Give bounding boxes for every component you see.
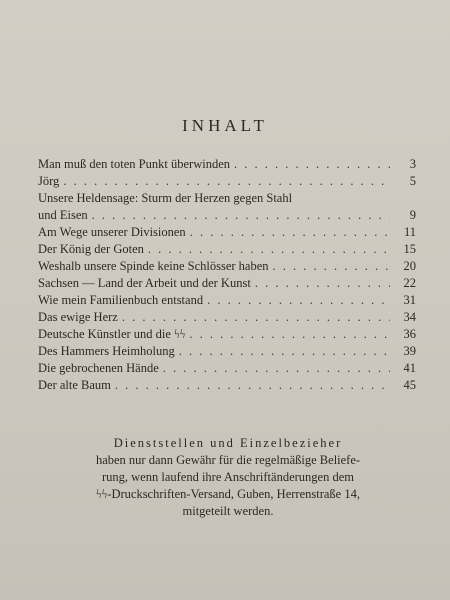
toc-entry-page: 9: [409, 208, 416, 222]
toc-entry-title: Man muß den toten Punkt überwinden: [38, 157, 230, 171]
toc-heading: INHALT: [182, 116, 268, 135]
toc-entry-title: Des Hammers Heimholung: [38, 344, 175, 358]
toc-entry: [38, 326, 416, 343]
toc-entry-title-cont: und Eisen: [38, 208, 88, 222]
toc-entry-title: Der König der Goten: [38, 242, 144, 256]
toc-entry-continuation: [38, 207, 416, 224]
leader-dots: [122, 309, 390, 326]
toc-entry: [38, 190, 416, 207]
leader-dots: [179, 343, 390, 360]
toc-entry-title: Der alte Baum: [38, 378, 111, 392]
toc-entry-title: Das ewige Herz: [38, 310, 118, 324]
toc-entry-page: 3: [409, 157, 416, 171]
toc-entry: [38, 309, 416, 326]
notice-line: mitgeteilt werden.: [182, 504, 274, 518]
leader-dots: [255, 275, 390, 292]
toc-entry-title: Jörg: [38, 174, 60, 188]
leader-dots: [148, 241, 390, 258]
delivery-notice: [36, 435, 420, 520]
toc-entry-page: 39: [403, 344, 416, 358]
table-of-contents: [38, 156, 416, 394]
notice-line: ϟϟ-Druckschriften-Versand, Guben, Herrenstraße 14,: [96, 487, 360, 501]
toc-entry-page: 5: [409, 174, 416, 188]
toc-entry: [38, 258, 416, 275]
toc-entry-page: 11: [403, 225, 416, 239]
toc-entry-title: Weshalb unsere Spinde keine Schlösser haben: [38, 259, 269, 273]
leader-dots: [190, 224, 390, 241]
leader-dots: [189, 326, 390, 343]
notice-line: rung, wenn laufend ihre Anschriftänderungen dem: [101, 470, 354, 484]
toc-entry-page: 34: [403, 310, 416, 324]
notice-line: haben nur dann Gewähr für die regelmäßige Beliefe-: [95, 453, 361, 467]
leader-dots: [92, 207, 390, 224]
toc-entry-title: Wie mein Familienbuch entstand: [38, 293, 204, 307]
toc-entry: [38, 275, 416, 292]
leader-dots: [63, 173, 390, 190]
toc-entry-title: Die gebrochenen Hände: [38, 361, 159, 375]
toc-entry-page: 15: [403, 242, 416, 256]
leader-dots: [163, 360, 390, 377]
toc-entry-page: 22: [403, 276, 416, 290]
leader-dots: [115, 377, 390, 394]
toc-entry-page: 20: [403, 259, 416, 273]
toc-entry: [38, 224, 416, 241]
toc-entry: [38, 292, 416, 309]
toc-entry-page: 41: [403, 361, 416, 375]
toc-entry-page: 45: [403, 378, 416, 392]
toc-entry-title: Deutsche Künstler und die ϟϟ: [38, 327, 186, 341]
toc-entry: [38, 241, 416, 258]
toc-entry: [38, 173, 416, 190]
toc-entry-title: Am Wege unserer Divisionen: [38, 225, 186, 239]
toc-entry-title: Sachsen — Land der Arbeit und der Kunst: [38, 276, 251, 290]
toc-entry: [38, 377, 416, 394]
leader-dots: [207, 292, 390, 309]
toc-entry: [38, 360, 416, 377]
toc-entry-page: 31: [403, 293, 416, 307]
toc-entry-title: Unsere Heldensage: Sturm der Herzen gegen Stahl: [38, 191, 293, 205]
toc-entry: [38, 343, 416, 360]
toc-entry-page: 36: [403, 327, 416, 341]
leader-dots: [273, 258, 390, 275]
notice-line: Dienststellen und Einzelbezieher: [113, 436, 343, 450]
leader-dots: [234, 156, 390, 173]
toc-entry: [38, 156, 416, 173]
